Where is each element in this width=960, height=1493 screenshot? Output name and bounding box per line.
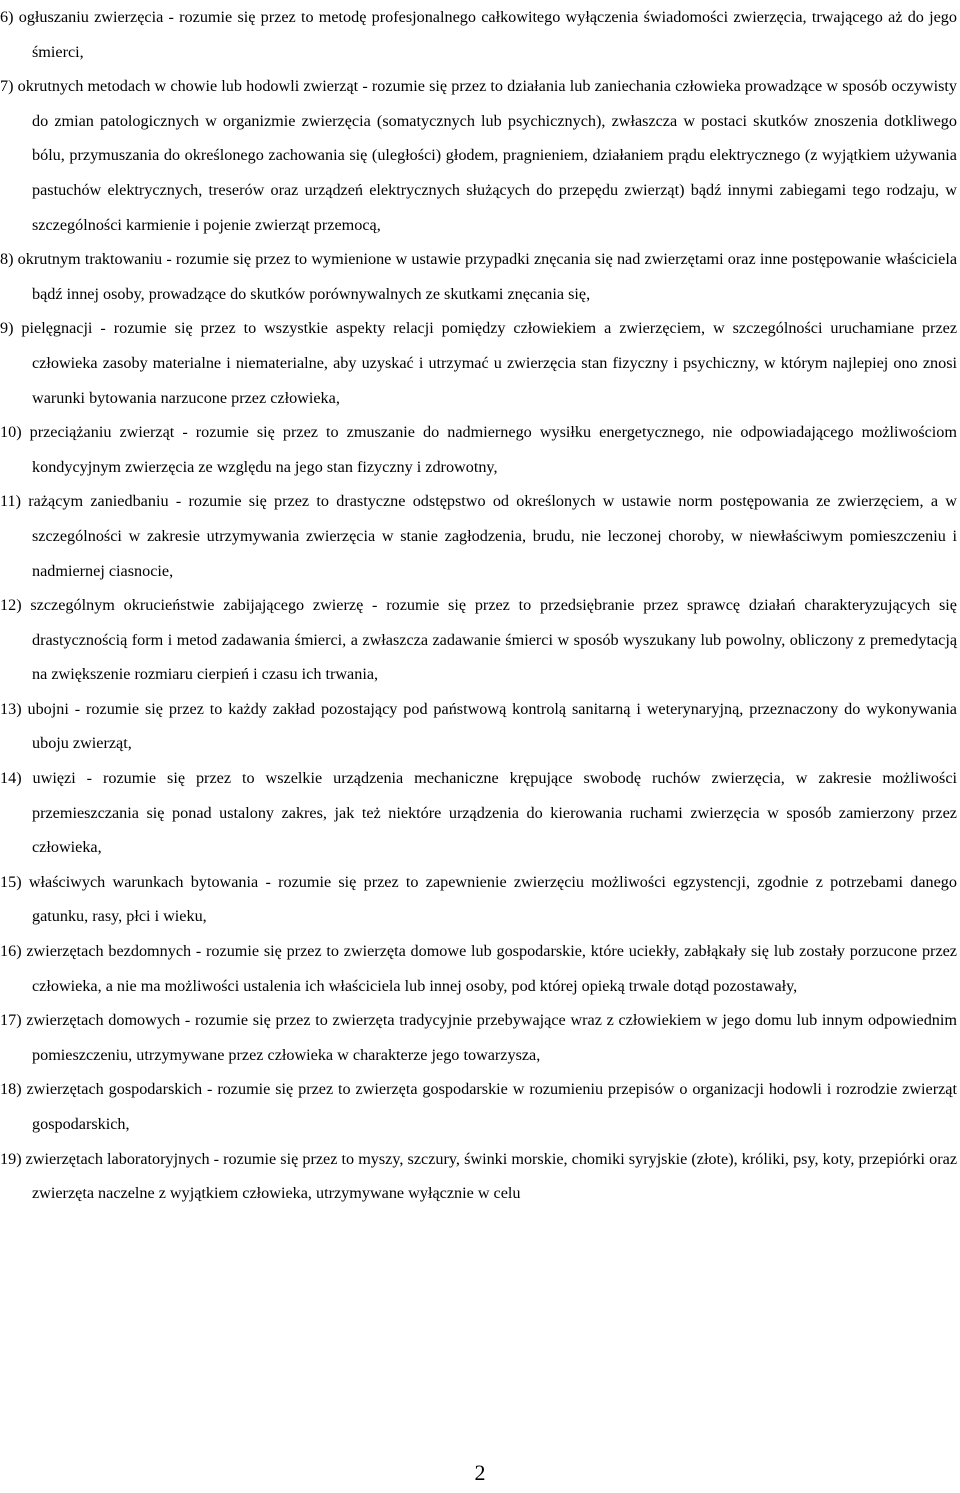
definition-12: 12) szczególnym okrucieństwie zabijającego zwierzę - rozumie się przez to przedsiębranie przez sprawcę działań charakteryzujących się drastycznością form i metod zadawania śmierci, a zwłaszcza zadawanie śmierci w sposób wyszukany lub powolny, obliczony z premedytacją na zwiększenie rozmiaru cierpień i czasu ich trwania, [0,596,957,684]
definition-6: 6) ogłuszaniu zwierzęcia - rozumie się przez to metodę profesjonalnego całkowitego wyłączenia świadomości zwierzęcia, trwającego aż do jego śmierci, [0,8,957,61]
definition-7: 7) okrutnych metodach w chowie lub hodowli zwierząt - rozumie się przez to działania lub zaniechania człowieka prowadzące w sposób oczywisty do zmian patologicznych w organizmie zwierzęcia (somatycznych lub psychicznych), zwłaszcza w postaci skutków znoszenia dotkliwego bólu, przymuszania do określonego zachowania się (uległości) głodem, pragnieniem, działaniem prądu elektrycznego (z wyjątkiem używania pastuchów elektrycznych, treserów oraz urządzeń elektrycznych służących do przepędu zwierząt) bądź innymi zabiegami tego rodzaju, w szczególności karmienie i pojenie zwierząt przemocą, [0,77,957,234]
definition-13: 13) ubojni - rozumie się przez to każdy zakład pozostający pod państwową kontrolą sanitarną i weterynaryjną, przeznaczony do wykonywania uboju zwierząt, [0,699,957,753]
page-number: 2 [474,1460,486,1485]
definition-11: 11) rażącym zaniedbaniu - rozumie się przez to drastyczne odstępstwo od określonych w ustawie norm postępowania ze zwierzęciem, a w szczególności w zakresie utrzymywania zwierzęcia w stanie zagłodzenia, brudu, nie leczonej choroby, w niewłaściwym pomieszczeniu i nadmiernej ciasnocie, [0,492,957,580]
definition-9: 9) pielęgnacji - rozumie się przez to wszystkie aspekty relacji pomiędzy człowiekiem a zwierzęciem, w szczególności uruchamiane przez człowieka zasoby materialne i niematerialne, aby uzyskać i utrzymać u zwierzęcia stan fizyczny i psychiczny, w którym najlepiej ono znosi warunki bytowania narzucone przez człowieka, [0,319,957,407]
definition-18: 18) zwierzętach gospodarskich - rozumie się przez to zwierzęta gospodarskie w rozumieniu przepisów o organizacji hodowli i rozrodzie zwierząt gospodarskich, [0,1080,957,1133]
definition-15: 15) właściwych warunkach bytowania - rozumie się przez to zapewnienie zwierzęciu możliwości egzystencji, zgodnie z potrzebami danego gatunku, rasy, płci i wieku, [0,872,957,926]
definition-14: 14) uwięzi - rozumie się przez to wszelkie urządzenia mechaniczne krępujące swobodę ruchów zwierzęcia, w zakresie możliwości przemieszczania się ponad ustalony zakres, jak też niektóre urządzenia do kierowania ruchami zwierzęcia w sposób zamierzony przez człowieka, [0,769,957,857]
definition-19: 19) zwierzętach laboratoryjnych - rozumie się przez to myszy, szczury, świnki morskie, chomiki syryjskie (złote), króliki, psy, koty, przepiórki oraz zwierzęta naczelne z wyjątkiem człowieka, utrzymywane wyłącznie w celu [0,1149,957,1203]
definition-16: 16) zwierzętach bezdomnych - rozumie się przez to zwierzęta domowe lub gospodarskie, które uciekły, zabłąkały się lub zostały porzucone przez człowieka, a nie ma możliwości ustalenia ich właściciela lub innej osoby, pod której opieką trwale dotąd pozostawały, [0,942,957,995]
definition-17: 17) zwierzętach domowych - rozumie się przez to zwierzęta tradycyjnie przebywające wraz z człowiekiem w jego domu lub innym odpowiednim pomieszczeniu, utrzymywane przez człowieka w charakterze jego towarzysza, [0,1011,957,1064]
definition-10: 10) przeciążaniu zwierząt - rozumie się przez to zmuszanie do nadmiernego wysiłku energetycznego, nie odpowiadającego możliwościom kondycyjnym zwierzęcia ze względu na jego stan fizyczny i zdrowotny, [0,423,957,476]
definition-8: 8) okrutnym traktowaniu - rozumie się przez to wymienione w ustawie przypadki znęcania się nad zwierzętami oraz inne postępowanie właściciela bądź innej osoby, prowadzące do skutków porównywalnych ze skutkami znęcania się, [0,250,957,303]
